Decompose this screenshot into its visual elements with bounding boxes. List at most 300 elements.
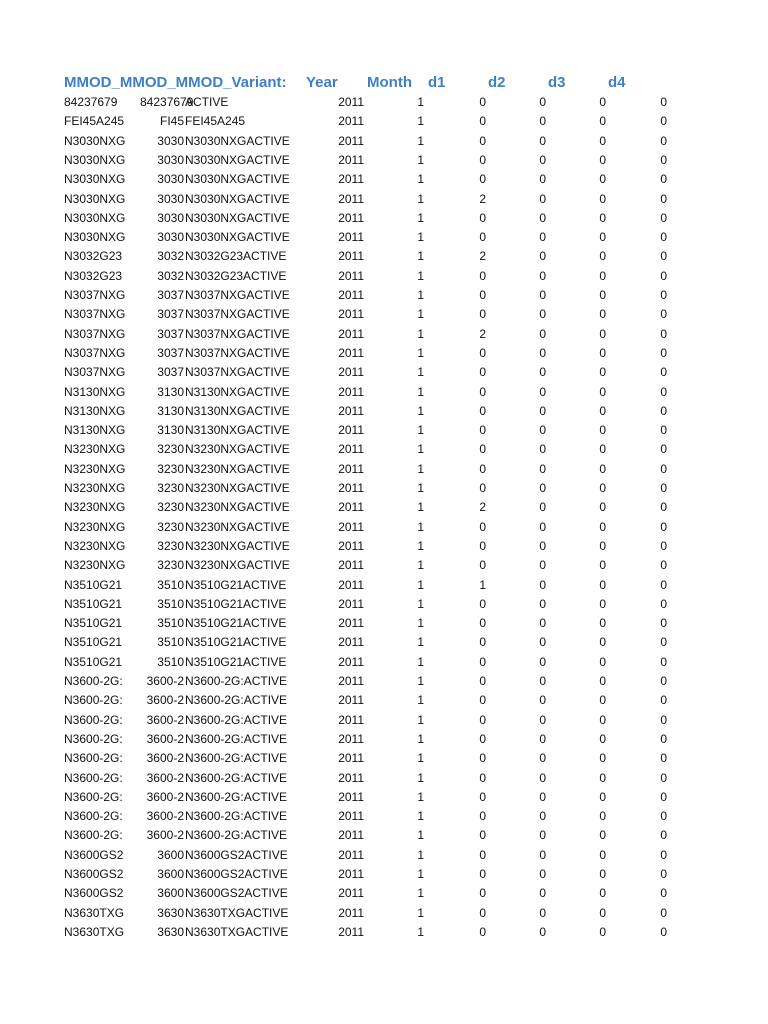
cell-d3: 0 (599, 423, 606, 438)
cell-d4: 0 (660, 133, 667, 148)
cell-d4: 0 (660, 867, 667, 881)
cell-d1: 0 (479, 461, 486, 476)
cell-d2: 0 (539, 828, 546, 843)
table-row (0, 93, 768, 112)
cell-d1: 0 (479, 481, 486, 495)
cell-variant-status: N3600-2G:ACTIVE (185, 789, 288, 804)
table-row (0, 633, 768, 652)
header-d3: d3 (548, 74, 566, 91)
cell-d3: 0 (599, 809, 606, 824)
cell-d3: 0 (599, 384, 606, 399)
cell-mmod: 3030 (157, 152, 184, 167)
cell-model: N3630TXG (64, 905, 125, 920)
cell-mmod: 3037 (157, 288, 184, 302)
cell-d3: 0 (599, 481, 606, 495)
cell-d2: 0 (539, 654, 546, 669)
cell-d1: 1 (479, 577, 486, 592)
table-row (0, 286, 768, 305)
cell-variant-status: N3600-2G:ACTIVE (185, 751, 288, 766)
cell-d3: 0 (599, 172, 606, 187)
cell-d1: 0 (479, 210, 486, 225)
cell-d4: 0 (660, 635, 667, 650)
cell-mmod: 3130 (157, 403, 184, 418)
cell-month: 1 (417, 114, 424, 129)
cell-d2: 0 (539, 230, 546, 245)
cell-model: N3037NXG (64, 345, 126, 360)
cell-year: 2011 (338, 114, 364, 129)
cell-year: 2011 (338, 693, 364, 708)
cell-model: N3032G23 (64, 249, 123, 264)
table-row (0, 923, 768, 942)
cell-d3: 0 (599, 654, 606, 669)
cell-d2: 0 (539, 789, 546, 804)
cell-variant-status: N3130NXGACTIVE (185, 384, 290, 399)
cell-variant-status: N3600-2G:ACTIVE (185, 828, 288, 843)
cell-model: N3600-2G: (64, 712, 123, 727)
table-row (0, 865, 768, 884)
table-row (0, 440, 768, 459)
cell-d1: 2 (479, 191, 486, 206)
cell-variant-status: FEI45A245 (185, 114, 246, 129)
cell-month: 1 (417, 365, 424, 380)
cell-month: 1 (417, 828, 424, 843)
cell-d3: 0 (599, 828, 606, 843)
table-row (0, 151, 768, 170)
cell-d2: 0 (539, 288, 546, 302)
cell-d2: 0 (539, 133, 546, 148)
cell-model: N3600-2G: (64, 731, 123, 746)
table-row (0, 498, 768, 517)
cell-variant-status: N3037NXGACTIVE (185, 307, 290, 322)
cell-model: N3030NXG (64, 230, 126, 245)
cell-month: 1 (417, 288, 424, 302)
cell-year: 2011 (338, 500, 364, 515)
table-row (0, 460, 768, 479)
cell-d4: 0 (660, 288, 667, 302)
cell-variant-status: N3230NXGACTIVE (185, 519, 290, 534)
cell-month: 1 (417, 712, 424, 727)
cell-d1: 0 (479, 384, 486, 399)
cell-year: 2011 (338, 326, 364, 341)
table-row (0, 576, 768, 595)
cell-model: N3230NXG (64, 442, 126, 457)
cell-d4: 0 (660, 191, 667, 206)
cell-d3: 0 (599, 886, 606, 901)
cell-variant-status: N3510G21ACTIVE (185, 577, 287, 592)
cell-d2: 0 (539, 616, 546, 631)
cell-d4: 0 (660, 461, 667, 476)
cell-model: N3037NXG (64, 307, 126, 322)
table-row (0, 421, 768, 440)
cell-variant-status: N3030NXGACTIVE (185, 210, 290, 225)
cell-d4: 0 (660, 423, 667, 438)
cell-d2: 0 (539, 172, 546, 187)
cell-d4: 0 (660, 403, 667, 418)
cell-d2: 0 (539, 558, 546, 573)
cell-mmod: 3600-2 (146, 809, 184, 824)
cell-d4: 0 (660, 326, 667, 341)
cell-d4: 0 (660, 886, 667, 901)
cell-model: N3600GS2 (64, 847, 124, 862)
cell-year: 2011 (338, 809, 364, 824)
cell-d3: 0 (599, 345, 606, 360)
cell-mmod: 3600 (157, 867, 184, 881)
cell-variant-status: N3130NXGACTIVE (185, 423, 290, 438)
cell-mmod: 3600-2 (146, 751, 184, 766)
cell-model: N3030NXG (64, 133, 126, 148)
cell-month: 1 (417, 133, 424, 148)
cell-d4: 0 (660, 152, 667, 167)
cell-d4: 0 (660, 789, 667, 804)
cell-mmod: 3030 (157, 210, 184, 225)
cell-model: N3510G21 (64, 596, 123, 611)
cell-d1: 0 (479, 654, 486, 669)
table-row (0, 209, 768, 228)
cell-d4: 0 (660, 365, 667, 380)
cell-d3: 0 (599, 693, 606, 708)
cell-year: 2011 (338, 886, 364, 901)
cell-month: 1 (417, 500, 424, 515)
cell-mmod: 3030 (157, 133, 184, 148)
cell-month: 1 (417, 519, 424, 534)
cell-d1: 0 (479, 423, 486, 438)
cell-variant-status: N3230NXGACTIVE (185, 442, 290, 457)
cell-d1: 0 (479, 172, 486, 187)
cell-variant-status: N3600-2G:ACTIVE (185, 731, 288, 746)
cell-d4: 0 (660, 210, 667, 225)
table-row (0, 672, 768, 691)
cell-variant-status: N3030NXGACTIVE (185, 133, 290, 148)
cell-mmod: 3037 (157, 345, 184, 360)
cell-month: 1 (417, 423, 424, 438)
cell-year: 2011 (338, 481, 364, 495)
cell-month: 1 (417, 461, 424, 476)
cell-mmod: 3510 (157, 596, 184, 611)
cell-variant-status: N3030NXGACTIVE (185, 152, 290, 167)
table-row (0, 556, 768, 575)
cell-year: 2011 (338, 403, 364, 418)
table-row (0, 730, 768, 749)
cell-d2: 0 (539, 326, 546, 341)
cell-d1: 0 (479, 616, 486, 631)
cell-d1: 0 (479, 924, 486, 939)
cell-month: 1 (417, 693, 424, 708)
cell-d2: 0 (539, 674, 546, 688)
cell-d4: 0 (660, 345, 667, 360)
cell-model: N3510G21 (64, 577, 123, 592)
cell-model: N3600GS2 (64, 886, 124, 901)
cell-d1: 2 (479, 249, 486, 264)
cell-mmod: 3032 (157, 249, 184, 264)
cell-d2: 0 (539, 365, 546, 380)
cell-mmod: 3600-2 (146, 693, 184, 708)
cell-month: 1 (417, 596, 424, 611)
cell-d1: 0 (479, 365, 486, 380)
cell-d3: 0 (599, 133, 606, 148)
cell-variant-status: N3037NXGACTIVE (185, 365, 290, 380)
cell-d1: 0 (479, 886, 486, 901)
cell-d1: 0 (479, 789, 486, 804)
cell-d3: 0 (599, 538, 606, 553)
cell-variant-status: N3600-2G:ACTIVE (185, 693, 288, 708)
cell-d4: 0 (660, 577, 667, 592)
cell-d1: 0 (479, 133, 486, 148)
cell-d1: 2 (479, 326, 486, 341)
table-row (0, 711, 768, 730)
cell-year: 2011 (338, 577, 364, 592)
cell-variant-status: N3030NXGACTIVE (185, 191, 290, 206)
cell-month: 1 (417, 172, 424, 187)
table-row (0, 884, 768, 903)
cell-model: N3037NXG (64, 365, 126, 380)
cell-model: N3630TXG (64, 924, 125, 939)
cell-model: N3600-2G: (64, 674, 123, 688)
cell-d2: 0 (539, 751, 546, 766)
cell-d1: 0 (479, 345, 486, 360)
cell-month: 1 (417, 905, 424, 920)
cell-d4: 0 (660, 654, 667, 669)
table-row (0, 325, 768, 344)
header-d1: d1 (428, 74, 446, 91)
cell-d3: 0 (599, 288, 606, 302)
cell-d1: 0 (479, 114, 486, 129)
cell-d4: 0 (660, 230, 667, 245)
cell-variant-status: N3030NXGACTIVE (185, 172, 290, 187)
cell-model: N3600-2G: (64, 789, 123, 804)
cell-d1: 0 (479, 288, 486, 302)
cell-year: 2011 (338, 674, 364, 688)
cell-year: 2011 (338, 519, 364, 534)
cell-month: 1 (417, 403, 424, 418)
cell-d3: 0 (599, 789, 606, 804)
cell-mmod: 3630 (157, 905, 184, 920)
table-row (0, 402, 768, 421)
cell-variant-status: N3230NXGACTIVE (185, 500, 290, 515)
cell-d1: 0 (479, 95, 486, 109)
cell-variant-status: N3230NXGACTIVE (185, 558, 290, 573)
cell-d1: 0 (479, 230, 486, 245)
cell-variant-status: N3600-2G:ACTIVE (185, 809, 288, 824)
cell-mmod: 3600 (157, 886, 184, 901)
cell-d2: 0 (539, 307, 546, 322)
cell-year: 2011 (338, 172, 364, 187)
cell-d4: 0 (660, 442, 667, 457)
cell-d4: 0 (660, 384, 667, 399)
cell-mmod: 3030 (157, 191, 184, 206)
cell-month: 1 (417, 95, 424, 109)
cell-mmod: 3037 (157, 326, 184, 341)
cell-mmod: 3510 (157, 635, 184, 650)
cell-d4: 0 (660, 172, 667, 187)
cell-year: 2011 (338, 288, 364, 302)
table-row (0, 807, 768, 826)
table-row (0, 479, 768, 498)
cell-d4: 0 (660, 616, 667, 631)
table-row (0, 170, 768, 189)
table-row (0, 228, 768, 247)
cell-month: 1 (417, 577, 424, 592)
cell-model: N3030NXG (64, 172, 126, 187)
cell-month: 1 (417, 809, 424, 824)
cell-d3: 0 (599, 867, 606, 881)
cell-d3: 0 (599, 635, 606, 650)
cell-year: 2011 (338, 867, 364, 881)
cell-model: N3600-2G: (64, 828, 123, 843)
cell-mmod: 3030 (157, 230, 184, 245)
cell-month: 1 (417, 751, 424, 766)
cell-d2: 0 (539, 384, 546, 399)
cell-year: 2011 (338, 345, 364, 360)
table-row (0, 749, 768, 768)
cell-d3: 0 (599, 731, 606, 746)
cell-d4: 0 (660, 481, 667, 495)
cell-d2: 0 (539, 847, 546, 862)
table-row (0, 653, 768, 672)
cell-model: N3600-2G: (64, 770, 123, 785)
cell-d4: 0 (660, 770, 667, 785)
cell-d3: 0 (599, 191, 606, 206)
cell-d3: 0 (599, 152, 606, 167)
cell-d2: 0 (539, 809, 546, 824)
cell-model: N3130NXG (64, 384, 126, 399)
cell-mmod: 3230 (157, 461, 184, 476)
cell-d1: 0 (479, 596, 486, 611)
cell-year: 2011 (338, 847, 364, 862)
table-row (0, 537, 768, 556)
cell-d2: 0 (539, 152, 546, 167)
cell-d3: 0 (599, 712, 606, 727)
cell-model: N3032G23 (64, 268, 123, 283)
cell-d3: 0 (599, 326, 606, 341)
table-row (0, 267, 768, 286)
cell-model: N3510G21 (64, 635, 123, 650)
cell-month: 1 (417, 867, 424, 881)
cell-year: 2011 (338, 442, 364, 457)
cell-year: 2011 (338, 133, 364, 148)
cell-variant-status: N3030NXGACTIVE (185, 230, 290, 245)
cell-month: 1 (417, 326, 424, 341)
cell-d2: 0 (539, 635, 546, 650)
cell-d2: 0 (539, 886, 546, 901)
cell-mmod: 3032 (157, 268, 184, 283)
cell-d2: 0 (539, 712, 546, 727)
cell-d2: 0 (539, 210, 546, 225)
cell-model: N3600-2G: (64, 809, 123, 824)
cell-d2: 0 (539, 770, 546, 785)
cell-year: 2011 (338, 152, 364, 167)
cell-variant-status: N3037NXGACTIVE (185, 345, 290, 360)
cell-year: 2011 (338, 268, 364, 283)
cell-d3: 0 (599, 847, 606, 862)
cell-d4: 0 (660, 712, 667, 727)
cell-d3: 0 (599, 596, 606, 611)
cell-d4: 0 (660, 674, 667, 688)
cell-month: 1 (417, 731, 424, 746)
cell-variant-status: N3037NXGACTIVE (185, 326, 290, 341)
cell-mmod: 84237679 (140, 95, 194, 109)
cell-year: 2011 (338, 384, 364, 399)
cell-model: N3510G21 (64, 654, 123, 669)
table-row (0, 595, 768, 614)
table-row (0, 614, 768, 633)
cell-variant-status: N3510G21ACTIVE (185, 635, 287, 650)
table-row (0, 305, 768, 324)
cell-month: 1 (417, 268, 424, 283)
cell-variant-status: N3600GS2ACTIVE (185, 886, 288, 901)
cell-variant-status: N3510G21ACTIVE (185, 596, 287, 611)
cell-d2: 0 (539, 867, 546, 881)
cell-month: 1 (417, 616, 424, 631)
cell-year: 2011 (338, 558, 364, 573)
cell-mmod: 3510 (157, 616, 184, 631)
cell-d2: 0 (539, 905, 546, 920)
cell-year: 2011 (338, 770, 364, 785)
cell-d1: 0 (479, 770, 486, 785)
cell-mmod: 3130 (157, 384, 184, 399)
cell-d4: 0 (660, 596, 667, 611)
cell-mmod: 3230 (157, 481, 184, 495)
cell-d4: 0 (660, 268, 667, 283)
table-row (0, 247, 768, 266)
table-row (0, 904, 768, 923)
cell-mmod: 3600-2 (146, 770, 184, 785)
cell-year: 2011 (338, 461, 364, 476)
cell-mmod: 3600-2 (146, 712, 184, 727)
cell-d2: 0 (539, 442, 546, 457)
cell-model: N3230NXG (64, 558, 126, 573)
cell-mmod: 3230 (157, 538, 184, 553)
cell-year: 2011 (338, 538, 364, 553)
cell-d4: 0 (660, 751, 667, 766)
cell-mmod: 3037 (157, 307, 184, 322)
cell-d4: 0 (660, 307, 667, 322)
table-row (0, 769, 768, 788)
cell-year: 2011 (338, 191, 364, 206)
cell-model: N3030NXG (64, 210, 126, 225)
cell-model: N3037NXG (64, 288, 126, 302)
cell-month: 1 (417, 654, 424, 669)
cell-d1: 0 (479, 674, 486, 688)
cell-month: 1 (417, 384, 424, 399)
cell-d2: 0 (539, 191, 546, 206)
cell-d1: 0 (479, 519, 486, 534)
cell-variant-status: N3032G23ACTIVE (185, 249, 287, 264)
cell-d1: 0 (479, 403, 486, 418)
cell-d1: 0 (479, 731, 486, 746)
table-row (0, 344, 768, 363)
cell-d3: 0 (599, 230, 606, 245)
cell-variant-status: N3600GS2ACTIVE (185, 847, 288, 862)
cell-d2: 0 (539, 481, 546, 495)
cell-year: 2011 (338, 307, 364, 322)
cell-mmod: 3510 (157, 654, 184, 669)
cell-month: 1 (417, 886, 424, 901)
cell-mmod: 3230 (157, 500, 184, 515)
cell-variant-status: N3032G23ACTIVE (185, 268, 287, 283)
cell-model: N3030NXG (64, 191, 126, 206)
table-row (0, 363, 768, 382)
cell-d1: 2 (479, 500, 486, 515)
cell-d3: 0 (599, 249, 606, 264)
cell-mmod: 3037 (157, 365, 184, 380)
header-d4: d4 (608, 74, 626, 91)
cell-month: 1 (417, 674, 424, 688)
cell-d4: 0 (660, 519, 667, 534)
cell-year: 2011 (338, 635, 364, 650)
cell-month: 1 (417, 770, 424, 785)
cell-mmod: 3030 (157, 172, 184, 187)
table-row (0, 846, 768, 865)
